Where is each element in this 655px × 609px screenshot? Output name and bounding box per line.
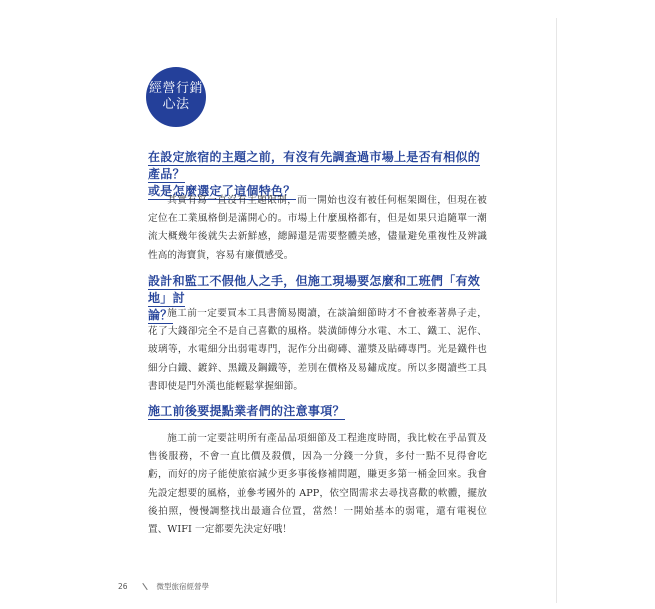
page-number: 26	[118, 582, 128, 591]
answer-paragraph-2: 施工前一定要買本工具書簡易閱讀，在談論細節時才不會被牽著鼻子走，花了大錢卻完全不是自己喜歡的風格。裝潢師傅分水電、木工、鐵工、泥作、玻璃等，水電細分出弱電專門，泥作分出砌磚、灌漿及貼磚專門。光是鐵件也細分白鐵、鍍鋅、黑鐵及鋼鐵等，差別在價格及易鏽成度。所以多閱讀些工具書即使是門外漢也能輕鬆掌握細節。	[148, 308, 487, 392]
question-3-line-1: 施工前後要提點業者們的注意事項？	[148, 404, 345, 418]
badge-line-2: 心法	[162, 97, 190, 112]
question-2-line-2: 論？	[148, 308, 173, 322]
section-badge	[146, 67, 206, 127]
question-2-line-1: 設計和監工不假他人之手，但施工現場要怎麼和工班們「有效地」討	[148, 274, 481, 305]
book-title: 微型旅宿經營學	[156, 582, 210, 591]
question-1-line-1: 在設定旅宿的主題之前，有沒有先調查過市場上是否有相似的產品？	[148, 150, 481, 181]
page-footer	[118, 581, 209, 592]
answer-paragraph-3: 施工前一定要註明所有產品品項細節及工程進度時間，我比較在乎品質及售後服務，不會一直比價及殺價，因為一分錢一分貨，多付一點不見得會吃虧，而好的房子能使旅宿減少更多事後修補問題，賺更多第一桶金回來。我會先設定想要的風格，並參考國外的 APP，依空間需求去尋找喜歡的軟體，擺放後拍照，慢慢調整找出最適合位置，當然！一開始基本的弱電，還有電視位置、WIFI 一定都要先決定好哦！	[148, 433, 487, 536]
question-heading-3	[148, 403, 486, 420]
badge-line-1: 經營行銷	[148, 81, 203, 96]
page-fold-line	[556, 18, 557, 603]
footer-divider	[142, 583, 147, 590]
answer-paragraph-1: 其實有寫一直沒有主題限制，而一開始也沒有被任何框架圈住，但現在被定位在工業風格倒是滿開心的。市場上什麼風格都有，但是如果只追隨單一潮流大概幾年後就失去新鮮感，總歸還是需要整體美感，儘量避免重複性及辨識性高的海寶貨，容易有廉價感受。	[148, 195, 487, 261]
question-1-line-2: 或是怎麼選定了這個特色？	[148, 184, 296, 198]
